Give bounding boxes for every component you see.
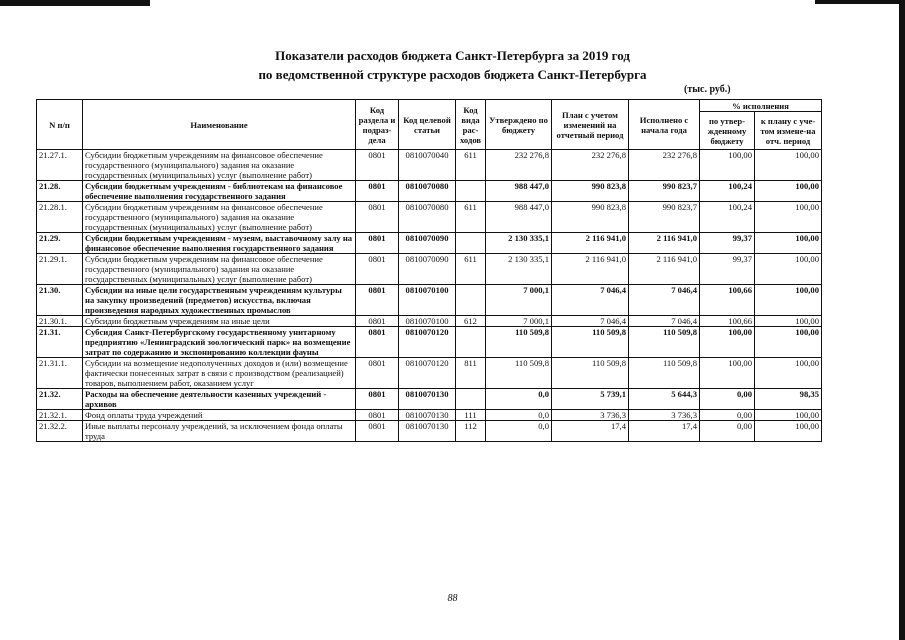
plan-value: 2 116 941,0 xyxy=(552,233,629,254)
target-code: 0810070090 xyxy=(399,254,456,285)
plan-value: 990 823,8 xyxy=(552,202,629,233)
expense-type-code: 611 xyxy=(456,202,486,233)
expense-type-code xyxy=(456,327,486,358)
row-name: Субсидии бюджетным учреждениям на финансовое обеспечение государственного (муниципального) задания на оказание государственных (муниципальных) услуг (выполнение работ) xyxy=(83,254,356,285)
pct-plan-value: 100,00 xyxy=(755,150,822,181)
pct-plan-value: 100,00 xyxy=(755,233,822,254)
approved-value: 0,0 xyxy=(486,421,552,442)
table-row xyxy=(37,233,822,254)
plan-value: 3 736,3 xyxy=(552,410,629,421)
table-row xyxy=(37,150,822,181)
target-code: 0810070120 xyxy=(399,327,456,358)
header-section: Код раздела и подраз-дела xyxy=(356,100,399,150)
executed-value: 110 509,8 xyxy=(629,358,700,389)
row-name: Субсидии бюджетным учреждениям на иные цели xyxy=(83,316,356,327)
row-number: 21.29.1. xyxy=(37,254,83,285)
row-number: 21.28. xyxy=(37,181,83,202)
executed-value: 110 509,8 xyxy=(629,327,700,358)
section-code: 0801 xyxy=(356,233,399,254)
table-row xyxy=(37,389,822,410)
pct-budget-value: 0,00 xyxy=(700,389,755,410)
approved-value: 0,0 xyxy=(486,410,552,421)
section-code: 0801 xyxy=(356,410,399,421)
target-code: 0810070100 xyxy=(399,316,456,327)
pct-plan-value: 100,00 xyxy=(755,358,822,389)
header-name: Наименование xyxy=(83,100,356,150)
row-number: 21.32.1. xyxy=(37,410,83,421)
row-name: Фонд оплаты труда учреждений xyxy=(83,410,356,421)
table-row xyxy=(37,285,822,316)
header-num: N п/п xyxy=(37,100,83,150)
pct-budget-value: 100,00 xyxy=(700,327,755,358)
target-code: 0810070120 xyxy=(399,358,456,389)
section-code: 0801 xyxy=(356,316,399,327)
table-row xyxy=(37,358,822,389)
row-number: 21.30. xyxy=(37,285,83,316)
executed-value: 2 116 941,0 xyxy=(629,254,700,285)
executed-value: 17,4 xyxy=(629,421,700,442)
table-row xyxy=(37,410,822,421)
section-code: 0801 xyxy=(356,389,399,410)
page-number: 88 xyxy=(447,593,458,604)
row-name: Субсидии бюджетным учреждениям - музеям, выставочному залу на финансовое обеспечение выполнения государственного задания xyxy=(83,233,356,254)
target-code: 0810070080 xyxy=(399,202,456,233)
table-row xyxy=(37,202,822,233)
expense-type-code: 611 xyxy=(456,254,486,285)
pct-plan-value: 100,00 xyxy=(755,202,822,233)
plan-value: 110 509,8 xyxy=(552,327,629,358)
target-code: 0810070130 xyxy=(399,389,456,410)
approved-value: 988 447,0 xyxy=(486,181,552,202)
expense-type-code xyxy=(456,285,486,316)
pct-budget-value: 100,24 xyxy=(700,181,755,202)
row-number: 21.31.1. xyxy=(37,358,83,389)
approved-value: 2 130 335,1 xyxy=(486,254,552,285)
row-name: Субсидии на возмещение недополученных доходов и (или) возмещение фактически понесенных затрат в связи с производством (реализацией) товаров, выполнением работ, оказанием услуг xyxy=(83,358,356,389)
pct-budget-value: 99,37 xyxy=(700,233,755,254)
table-row xyxy=(37,327,822,358)
plan-value: 232 276,8 xyxy=(552,150,629,181)
expense-type-code: 112 xyxy=(456,421,486,442)
row-number: 21.29. xyxy=(37,233,83,254)
header-approved: Утверждено по бюджету xyxy=(486,100,552,150)
row-number: 21.30.1. xyxy=(37,316,83,327)
section-code: 0801 xyxy=(356,202,399,233)
table-row xyxy=(37,254,822,285)
row-name: Субсидии на иные цели государственным учреждениям культуры на закупку произведений (предметов) искусства, включая произведения народных художественных промыслов xyxy=(83,285,356,316)
row-number: 21.28.1. xyxy=(37,202,83,233)
expense-type-code xyxy=(456,389,486,410)
section-code: 0801 xyxy=(356,181,399,202)
approved-value: 7 000,1 xyxy=(486,285,552,316)
header-type: Код вида рас-ходов xyxy=(456,100,486,150)
table-row xyxy=(37,316,822,327)
row-number: 21.32. xyxy=(37,389,83,410)
pct-budget-value: 100,00 xyxy=(700,150,755,181)
budget-table xyxy=(36,99,822,442)
header-target: Код целевой статьи xyxy=(399,100,456,150)
pct-budget-value: 100,24 xyxy=(700,202,755,233)
executed-value: 990 823,7 xyxy=(629,181,700,202)
executed-value: 2 116 941,0 xyxy=(629,233,700,254)
pct-budget-value: 100,00 xyxy=(700,358,755,389)
plan-value: 5 739,1 xyxy=(552,389,629,410)
section-code: 0801 xyxy=(356,327,399,358)
header-plan: План с учетом изменений на отчетный период xyxy=(552,100,629,150)
section-code: 0801 xyxy=(356,254,399,285)
expense-type-code: 612 xyxy=(456,316,486,327)
expense-type-code xyxy=(456,233,486,254)
row-name: Субсидии бюджетным учреждениям на финансовое обеспечение государственного (муниципального) задания на оказание государственных (муниципальных) услуг (выполнение работ) xyxy=(83,202,356,233)
document-subtitle: по ведомственной структуре расходов бюджета Санкт-Петербурга xyxy=(258,67,647,82)
approved-value: 2 130 335,1 xyxy=(486,233,552,254)
table-row xyxy=(37,421,822,442)
pct-budget-value: 0,00 xyxy=(700,410,755,421)
pct-plan-value: 100,00 xyxy=(755,327,822,358)
units-label: (тыс. руб.) xyxy=(684,84,731,95)
pct-plan-value: 100,00 xyxy=(755,316,822,327)
target-code: 0810070100 xyxy=(399,285,456,316)
pct-budget-value: 100,66 xyxy=(700,285,755,316)
row-name: Субсидия Санкт-Петербургскому государственному унитарному предприятию «Ленинградский зоологический парк» на возмещение затрат по содержанию и экспонированию коллекции фауны xyxy=(83,327,356,358)
executed-value: 3 736,3 xyxy=(629,410,700,421)
pct-plan-value: 100,00 xyxy=(755,285,822,316)
row-name: Расходы на обеспечение деятельности казенных учреждений - архивов xyxy=(83,389,356,410)
expense-type-code: 811 xyxy=(456,358,486,389)
table-body xyxy=(37,150,822,442)
section-code: 0801 xyxy=(356,358,399,389)
plan-value: 2 116 941,0 xyxy=(552,254,629,285)
plan-value: 17,4 xyxy=(552,421,629,442)
section-code: 0801 xyxy=(356,285,399,316)
pct-budget-value: 0,00 xyxy=(700,421,755,442)
plan-value: 7 046,4 xyxy=(552,285,629,316)
section-code: 0801 xyxy=(356,421,399,442)
pct-plan-value: 100,00 xyxy=(755,421,822,442)
pct-plan-value: 100,00 xyxy=(755,254,822,285)
target-code: 0810070130 xyxy=(399,410,456,421)
row-number: 21.27.1. xyxy=(37,150,83,181)
target-code: 0810070130 xyxy=(399,421,456,442)
scan-edge-right xyxy=(899,0,905,640)
target-code: 0810070040 xyxy=(399,150,456,181)
executed-value: 232 276,8 xyxy=(629,150,700,181)
header-pct-group: % исполнения xyxy=(700,100,822,112)
scan-edge-top-right xyxy=(815,0,905,4)
section-code: 0801 xyxy=(356,150,399,181)
executed-value: 7 046,4 xyxy=(629,316,700,327)
executed-value: 7 046,4 xyxy=(629,285,700,316)
table-row xyxy=(37,181,822,202)
target-code: 0810070080 xyxy=(399,181,456,202)
pct-plan-value: 100,00 xyxy=(755,410,822,421)
expense-type-code: 111 xyxy=(456,410,486,421)
approved-value: 232 276,8 xyxy=(486,150,552,181)
target-code: 0810070090 xyxy=(399,233,456,254)
row-number: 21.31. xyxy=(37,327,83,358)
plan-value: 7 046,4 xyxy=(552,316,629,327)
scan-edge-top-left xyxy=(0,0,150,6)
pct-plan-value: 98,35 xyxy=(755,389,822,410)
approved-value: 988 447,0 xyxy=(486,202,552,233)
approved-value: 110 509,8 xyxy=(486,327,552,358)
header-pct-budget: по утвер-жденному бюджету xyxy=(700,112,755,150)
row-name: Субсидии бюджетным учреждениям на финансовое обеспечение государственного (муниципального) задания на оказание государственных (муниципальных) услуг (выполнение работ) xyxy=(83,150,356,181)
expense-type-code xyxy=(456,181,486,202)
expense-type-code: 611 xyxy=(456,150,486,181)
header-executed: Исполнено с начала года xyxy=(629,100,700,150)
row-number: 21.32.2. xyxy=(37,421,83,442)
executed-value: 5 644,3 xyxy=(629,389,700,410)
header-pct-plan: к плану с уче-том измене-на отч. период xyxy=(755,112,822,150)
row-name: Субсидии бюджетным учреждениям - библиотекам на финансовое обеспечение выполнения государственного задания xyxy=(83,181,356,202)
row-name: Иные выплаты персоналу учреждений, за исключением фонда оплаты труда xyxy=(83,421,356,442)
executed-value: 990 823,7 xyxy=(629,202,700,233)
approved-value: 110 509,8 xyxy=(486,358,552,389)
pct-budget-value: 99,37 xyxy=(700,254,755,285)
document-title: Показатели расходов бюджета Санкт-Петербурга за 2019 год xyxy=(275,48,630,63)
pct-budget-value: 100,66 xyxy=(700,316,755,327)
approved-value: 7 000,1 xyxy=(486,316,552,327)
approved-value: 0,0 xyxy=(486,389,552,410)
plan-value: 110 509,8 xyxy=(552,358,629,389)
plan-value: 990 823,8 xyxy=(552,181,629,202)
pct-plan-value: 100,00 xyxy=(755,181,822,202)
